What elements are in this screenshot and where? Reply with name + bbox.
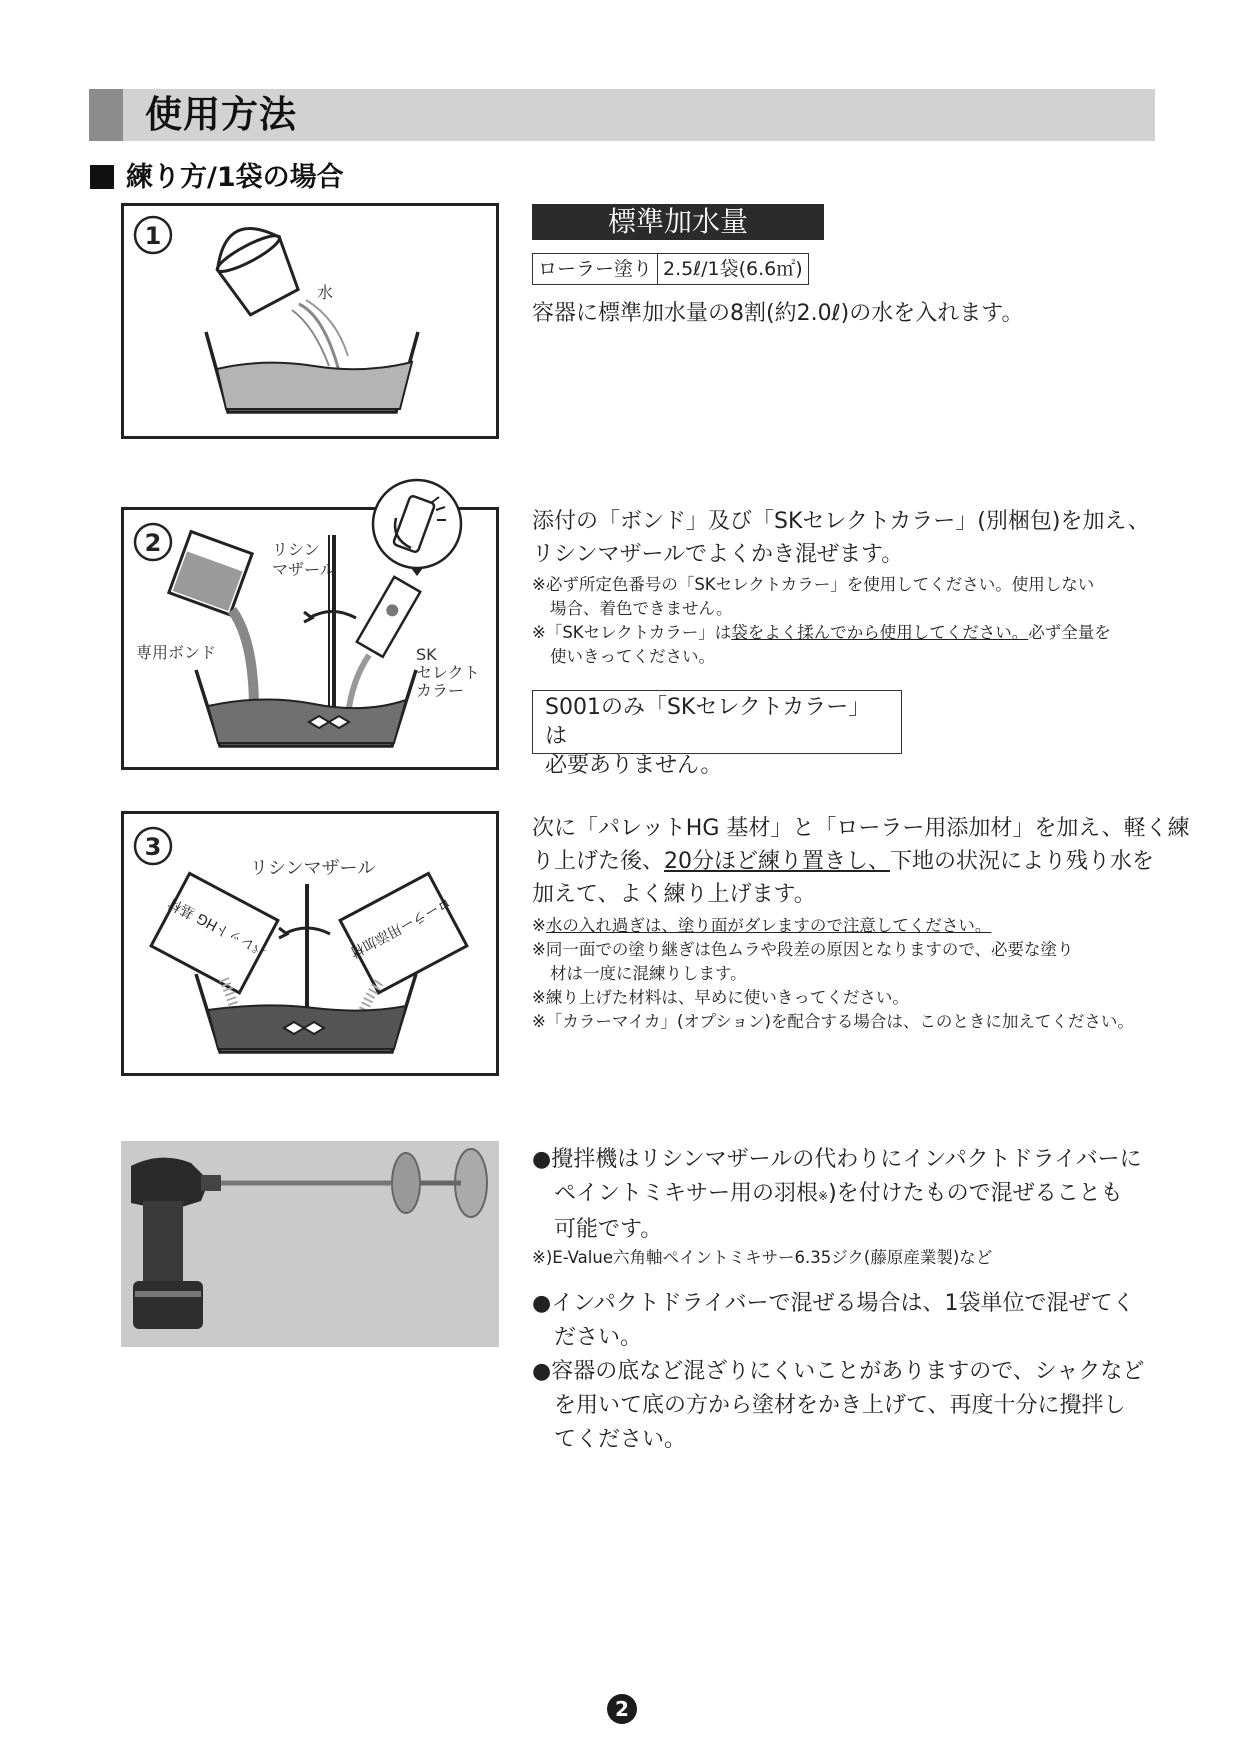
page-title: 使用方法 (145, 93, 297, 136)
step1-text: 容器に標準加水量の8割(約2.0ℓ)の水を入れます。 (532, 301, 1024, 326)
step3-mixer-label: リシンマザール (250, 858, 376, 879)
impact-driver-drawing (121, 1141, 499, 1347)
step3-note4: ※「カラーマイカ」(オプション)を配合する場合は、このときに加えてください。 (532, 1012, 1134, 1031)
step2-text-line2: リシンマザールでよくかき混ぜます。 (532, 542, 904, 567)
table-row (533, 254, 809, 285)
title-accent-block (89, 89, 123, 141)
step4-text-2 (532, 1287, 1192, 1457)
impact-driver-photo (121, 1141, 499, 1347)
bullet3-line1: ●容器の底など混ざりにくいことがありますので、シャクなど (532, 1359, 1145, 1384)
step3-illustration (121, 811, 499, 1076)
step3-text-line2-underlined: 20分ほど練り置きし、 (664, 849, 891, 874)
step3-note2-line1: ※同一面での塗り継ぎは色ムラや段差の原因となりますので、必要な塗り (532, 940, 1074, 959)
bullet1-line1: ●攪拌機はリシンマザールの代わりにインパクトドライバーに (532, 1147, 1142, 1172)
step2-note1-line2: 場合、着色できません。 (550, 599, 733, 618)
kneading-bag-icon (371, 478, 467, 578)
step3-text-line2 (532, 845, 1192, 878)
step2-note1-line1: ※必ず所定色番号の「SKセレクトカラー」を使用してください。使用しない (532, 575, 1095, 594)
bullet1-line2-pre: ペイントミキサー用の羽根 (554, 1181, 819, 1206)
water-label: 水 (317, 283, 334, 302)
bullet3-line3: てください。 (554, 1427, 687, 1452)
sk-label-3: カラー (416, 681, 465, 700)
step4-footnote: ※)E-Value六角軸ペイントミキサー6.35ジク(藤原産業製)など (532, 1248, 993, 1267)
bag-right-label: ローラー用添加材 (347, 893, 454, 961)
mixer-label-2: マザール (272, 560, 336, 579)
bond-label: 専用ボンド (136, 643, 217, 662)
step2-number: 2 (144, 529, 162, 557)
step3-text (532, 812, 1192, 911)
spec-amount: 2.5ℓ/1袋(6.6㎡) (658, 254, 809, 285)
step3-text-line3: 加えて、よく練り上げます。 (532, 882, 816, 907)
bullet1-line2-post: )を付けたもので混ぜることも (828, 1181, 1123, 1206)
step3-note2-line2: 材は一度に混練りします。 (550, 964, 747, 983)
step2-note2-pre: ※「SKセレクトカラー」は (532, 623, 732, 642)
step3-note1 (532, 914, 1212, 938)
step2-text (532, 505, 1192, 571)
bullet3-line2: を用いて底の方から塗材をかき上げて、再度十分に攪拌し (554, 1393, 1126, 1418)
step1-number: 1 (144, 222, 162, 250)
step3-note3: ※練り上げた材料は、早めに使いきってください。 (532, 988, 909, 1007)
step2-note2-line2: 使いきってください。 (550, 647, 715, 666)
s001-notice-line2: 必要ありません。 (545, 753, 723, 778)
mixer-label-1: リシン (272, 540, 320, 559)
step2-text-line1: 添付の「ボンド」及び「SKセレクトカラー」(別梱包)を加え、 (532, 509, 1150, 534)
bullet1-line2 (532, 1177, 1192, 1213)
step2-notes (532, 573, 1192, 669)
sk-label-1: SK (416, 645, 437, 664)
step3-notes (532, 914, 1212, 1034)
step3-note1-pre: ※ (532, 916, 546, 935)
square-bullet-icon (90, 165, 114, 189)
s001-notice-line1: S001のみ「SKセレクトカラー」は (545, 695, 871, 749)
section-title-bar (89, 89, 1155, 141)
water-spec-table (532, 253, 809, 285)
step4-text (532, 1143, 1192, 1247)
base-additive-mixing-drawing (124, 814, 496, 1073)
step2-note2-post: 必ず全量を (1028, 623, 1111, 642)
bullet1-footnote-mark: ※ (818, 1189, 829, 1203)
bullet1-line3: 可能です。 (554, 1217, 663, 1242)
step3-text-line2-pre: り上げた後、 (532, 849, 665, 874)
bullet2-line1: ●インパクトドライバーで混ぜる場合は、1袋単位で混ぜてく (532, 1291, 1135, 1316)
bucket-water-drawing (124, 206, 496, 436)
step1-illustration (121, 203, 499, 439)
step3-text-line2-post: 下地の状況により残り水を (890, 849, 1155, 874)
bag-left-label: パレットHG 基材 (165, 894, 270, 960)
step3-text-line1: 次に「パレットHG 基材」と「ローラー用添加材」を加え、軽く練 (532, 816, 1190, 841)
subheading (90, 160, 344, 196)
step2-note2-underlined: 袋をよく揉んでから使用してください。 (731, 623, 1029, 642)
standard-water-badge: 標準加水量 (532, 204, 824, 240)
subheading-text: 練り方/1袋の場合 (126, 162, 344, 193)
page-number: 2 (607, 1694, 637, 1724)
step2-note2-line1 (532, 621, 1192, 645)
spec-method: ローラー塗り (533, 254, 658, 285)
step3-note1-underlined: 水の入れ過ぎは、塗り面がダレますので注意してください。 (545, 916, 992, 935)
step3-number: 3 (144, 833, 162, 861)
s001-notice-box (532, 690, 902, 778)
bullet2-line2: ださい。 (554, 1325, 643, 1350)
sk-label-2: セレクト (416, 663, 480, 682)
